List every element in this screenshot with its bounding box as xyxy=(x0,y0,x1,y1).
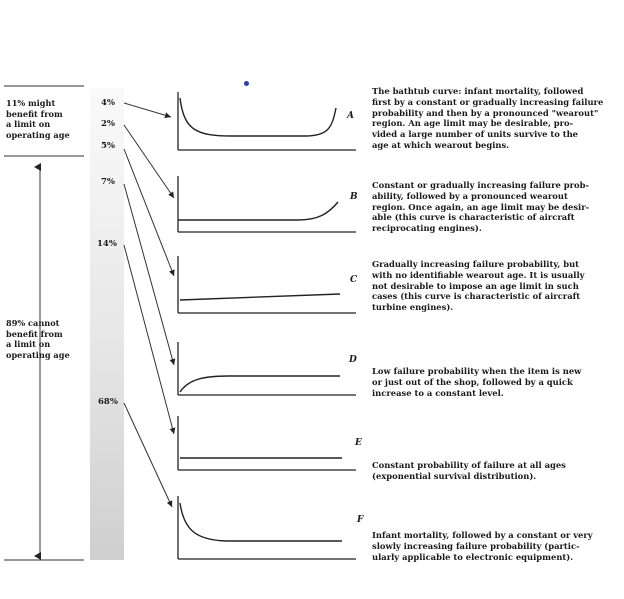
percentage-e: 14% xyxy=(97,239,117,249)
curve-letter-b: B xyxy=(350,192,358,202)
percentage-f: 68% xyxy=(98,397,118,407)
percentage-c: 5% xyxy=(101,141,115,151)
curve-e-plot xyxy=(178,416,356,470)
side-label-top: 11% might benefit from a limit on operating age xyxy=(6,98,70,140)
curve-c-plot xyxy=(178,256,356,313)
connector-arrow-b xyxy=(124,125,174,198)
connector-arrow-a xyxy=(124,103,171,117)
description-a: The bathtub curve: infant mortality, followed first by a constant or gradually increasing failure probability and then by a pronounced "wearout" region. An age limit may be desirable, pro- vided a large number of units survive to the age at which wearout begins. xyxy=(372,86,604,150)
percentage-b: 2% xyxy=(101,119,115,129)
connector-arrow-f xyxy=(124,403,172,507)
description-e: Constant probability of failure at all ages (exponential survival distribution). xyxy=(372,460,566,481)
percentage-a: 4% xyxy=(101,98,115,108)
curve-letter-c: C xyxy=(350,275,358,285)
curve-a-plot xyxy=(178,92,356,150)
curve-letter-a: A xyxy=(347,111,354,121)
curve-d-plot xyxy=(178,342,356,395)
description-f: Infant mortality, followed by a constant or very slowly increasing failure probability (partic- ularly applicable to electronic equipment). xyxy=(372,530,593,562)
side-label-bottom: 89% cannot benefit from a limit on operating age xyxy=(6,318,70,360)
description-b: Constant or gradually increasing failure prob- ability, followed by a pronounced wearout region. Once again, an age limit may be desir- able (this curve is characteristic of aircraft reciprocating engines). xyxy=(372,180,590,234)
curve-letter-d: D xyxy=(349,355,357,365)
curve-letter-f: F xyxy=(357,515,364,525)
curve-f-plot xyxy=(178,496,356,559)
percentage-d: 7% xyxy=(101,177,115,187)
curve-letter-e: E xyxy=(355,438,362,448)
description-c: Gradually increasing failure probability, but with no identifiable wearout age. It is usually not desirable to impose an age limit in such cases (this curve is characteristic of aircraft turbine engines). xyxy=(372,259,585,313)
description-d: Low failure probability when the item is new or just out of the shop, followed by a quick increase to a constant level. xyxy=(372,366,582,398)
curve-b-plot xyxy=(178,176,356,232)
